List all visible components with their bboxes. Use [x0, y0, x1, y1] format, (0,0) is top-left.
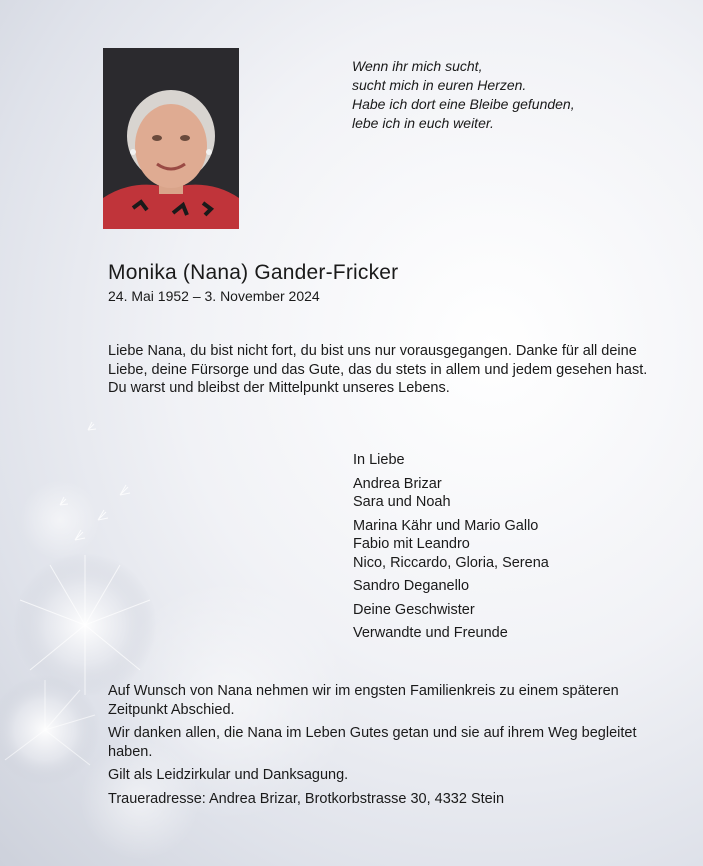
- mourner-group: [353, 601, 683, 620]
- farewell-arrangement: Auf Wunsch von Nana nehmen wir im engsten Familienkreis zu einem späteren Zeitpunkt Abschied.: [108, 683, 619, 718]
- portrait-photo: [103, 48, 239, 229]
- memorial-poem: [352, 57, 672, 133]
- farewell-message: Liebe Nana, du bist nicht fort, du bist uns nur vorausgegangen. Danke für all deine Liebe, deine Fürsorge und das Gute, das du stets in allem und jedem gesehen hast. Du warst und bleibst der Mittelpunkt unseres Lebens.: [108, 343, 648, 396]
- poem-line: Habe ich dort eine Bleibe gefunden,: [352, 96, 575, 112]
- poem-line: Wenn ihr mich sucht,: [352, 58, 483, 74]
- mourner-name: Fabio mit Leandro: [353, 536, 470, 552]
- circular-note: Gilt als Leidzirkular und Danksagung.: [108, 767, 349, 783]
- mourner-name: Marina Kähr und Mario Gallo: [353, 517, 539, 534]
- mourner-group: [353, 577, 683, 596]
- poem-line: sucht mich in euren Herzen.: [352, 77, 527, 93]
- life-dates: 24. Mai 1952 – 3. November 2024: [108, 288, 320, 304]
- mourning-address: Traueradresse: Andrea Brizar, Brotkorbstrasse 30, 4332 Stein: [108, 790, 505, 807]
- notice-footer: [108, 682, 678, 813]
- mourner-group: [353, 624, 683, 643]
- mourner-name: Andrea Brizar: [353, 475, 442, 492]
- mourner-name: Deine Geschwister: [353, 601, 475, 618]
- mourners-list: [353, 451, 683, 648]
- deceased-name: Monika (Nana) Gander-Fricker: [108, 261, 399, 284]
- mourners-intro: In Liebe: [353, 452, 405, 468]
- dandelion-flower-large: [13, 553, 157, 697]
- mourner-name: Sandro Deganello: [353, 578, 470, 594]
- mourner-group: [353, 517, 683, 573]
- mourner-name: Nico, Riccardo, Gloria, Serena: [353, 554, 549, 571]
- thanks-note: Wir danken allen, die Nana im Leben Gutes getan und sie auf ihrem Weg begleitet haben.: [108, 725, 637, 760]
- mourner-group: [353, 475, 683, 512]
- mourner-name: Sara und Noah: [353, 494, 451, 510]
- poem-line: lebe ich in euch weiter.: [352, 115, 494, 131]
- mourner-name: Verwandte und Freunde: [353, 625, 508, 641]
